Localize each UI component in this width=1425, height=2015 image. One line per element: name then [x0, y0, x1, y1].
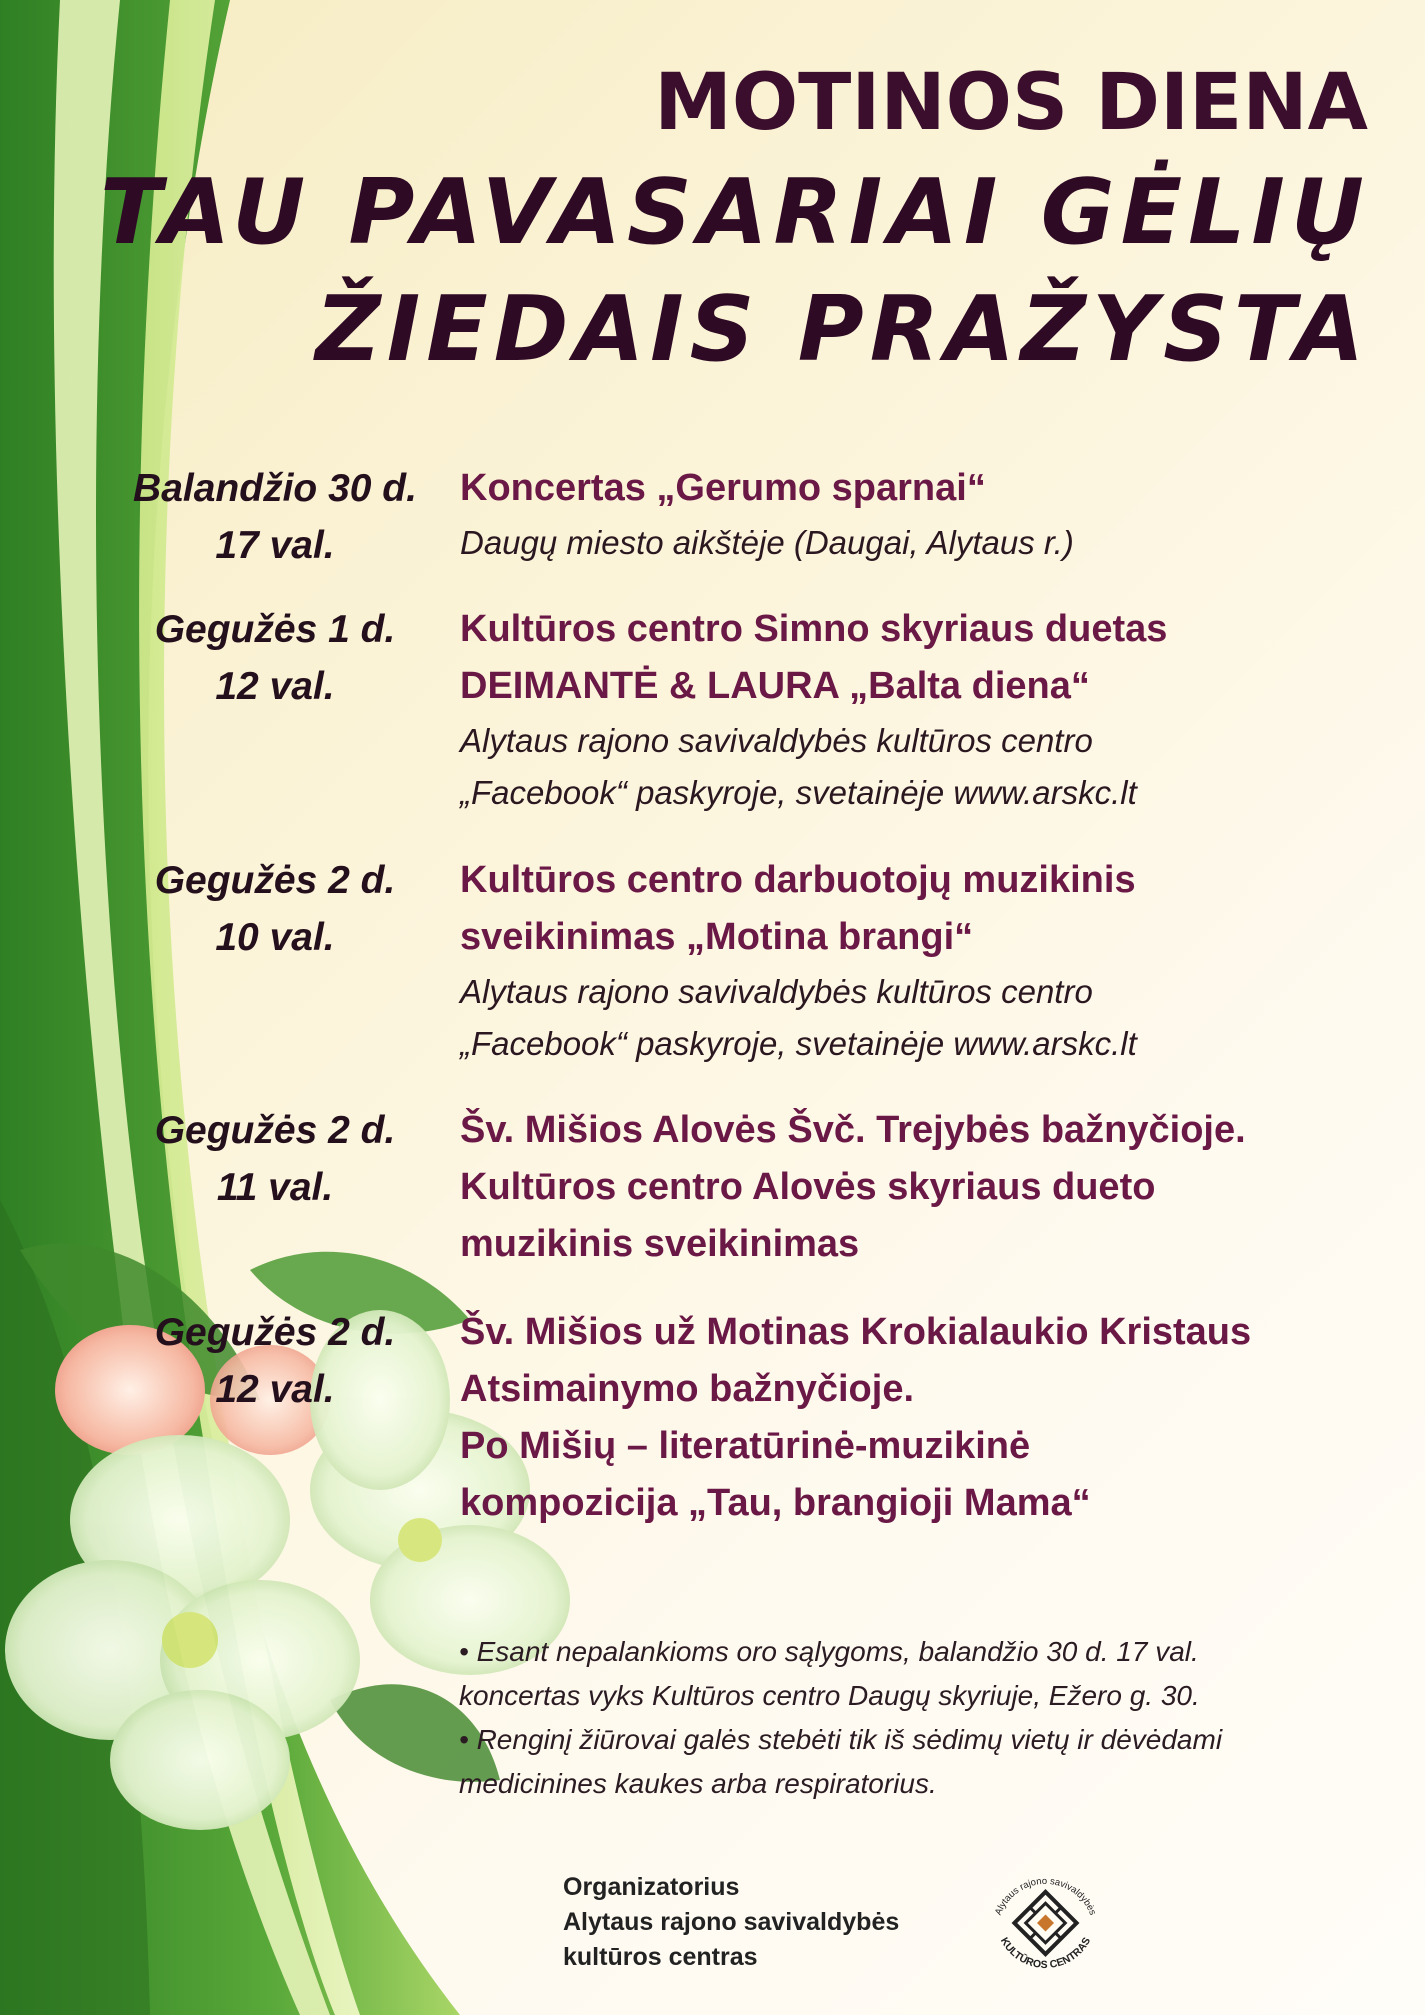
event-when	[80, 1304, 470, 1418]
event-title-line: Kultūros centro Alovės skyriaus dueto	[460, 1166, 1156, 1208]
organizer-name-line: Alytaus rajono savivaldybės	[563, 1908, 900, 1936]
event-when	[80, 460, 470, 574]
event-title-line: Šv. Mišios už Motinas Krokialaukio Kristaus	[460, 1311, 1252, 1353]
logo-bottom-text: KULTŪROS CENTRAS	[997, 1935, 1094, 1972]
event-details	[460, 601, 1390, 819]
note-line: • Renginį žiūrovai galės stebėti tik iš sėdimų vietų ir dėvėdami	[459, 1724, 1223, 1755]
event-details	[460, 460, 1390, 569]
notes	[459, 1630, 1359, 1806]
note-line: • Esant nepalankioms oro sąlygoms, balandžio 30 d. 17 val.	[459, 1636, 1199, 1667]
note-line: koncertas vyks Kultūros centro Daugų skyriuje, Ežero g. 30.	[459, 1680, 1200, 1711]
event-when	[80, 852, 470, 966]
event-description-line: Alytaus rajono savivaldybės kultūros centro	[460, 722, 1093, 759]
note-line: medicinines kaukes arba respiratorius.	[459, 1768, 937, 1799]
event-details	[460, 852, 1390, 1070]
organizer-block	[563, 1870, 899, 1975]
event-details	[460, 1304, 1390, 1532]
event-title-line: sveikinimas „Motina brangi“	[460, 916, 974, 958]
event-time: 12 val.	[215, 1368, 335, 1411]
event-when	[80, 601, 470, 715]
event-title-line: Šv. Mišios Alovės Švč. Trejybės bažnyčioje.	[460, 1109, 1246, 1151]
event-title-line: Kultūros centro Simno skyriaus duetas	[460, 608, 1168, 650]
culture-centre-logo	[978, 1855, 1113, 1990]
svg-text:Alytaus rajono savivaldybės	[993, 1876, 1098, 1917]
event-title-line: Atsimainymo bažnyčioje.	[460, 1368, 915, 1410]
event-time: 17 val.	[215, 524, 335, 567]
event-description-line: „Facebook“ paskyroje, svetainėje www.arskc.lt	[460, 1025, 1137, 1062]
subtitle-line-1: TAU PAVASARIAI GĖLIŲ	[100, 160, 1370, 265]
diamond-grid-logo-icon	[1014, 1892, 1076, 1954]
event-date: Gegužės 1 d.	[154, 608, 396, 651]
event-time: 10 val.	[215, 916, 335, 959]
event-title-line: Koncertas „Gerumo sparnai“	[460, 467, 986, 509]
event-date: Balandžio 30 d.	[133, 467, 417, 510]
organizer-label: Organizatorius	[563, 1873, 740, 1901]
event-title-line: Po Mišių – literatūrinė-muzikinė	[460, 1425, 1031, 1467]
page-title: MOTINOS DIENA	[654, 58, 1368, 148]
event-description-line: Daugų miesto aikštėje (Daugai, Alytaus r.)	[460, 524, 1074, 561]
event-title-line: DEIMANTĖ & LAURA „Balta diena“	[460, 665, 1090, 707]
event-time: 11 val.	[216, 1166, 334, 1209]
event-date: Gegužės 2 d.	[154, 859, 396, 902]
event-title-line: Kultūros centro darbuotojų muzikinis	[460, 859, 1136, 901]
event-title-line: kompozicija „Tau, brangioji Mama“	[460, 1482, 1091, 1524]
event-date: Gegužės 2 d.	[154, 1109, 396, 1152]
event-title-line: muzikinis sveikinimas	[460, 1223, 860, 1265]
event-description-line: Alytaus rajono savivaldybės kultūros centro	[460, 973, 1093, 1010]
event-date: Gegužės 2 d.	[154, 1311, 396, 1354]
subtitle-line-2: ŽIEDAIS PRAŽYSTA	[315, 277, 1370, 382]
organizer-name-line: kultūros centras	[563, 1943, 758, 1971]
event-time: 12 val.	[215, 665, 335, 708]
event-description-line: „Facebook“ paskyroje, svetainėje www.arskc.lt	[460, 774, 1137, 811]
event-when	[80, 1102, 470, 1216]
event-details	[460, 1102, 1390, 1273]
logo-top-text: Alytaus rajono savivaldybės	[992, 1875, 1099, 1917]
